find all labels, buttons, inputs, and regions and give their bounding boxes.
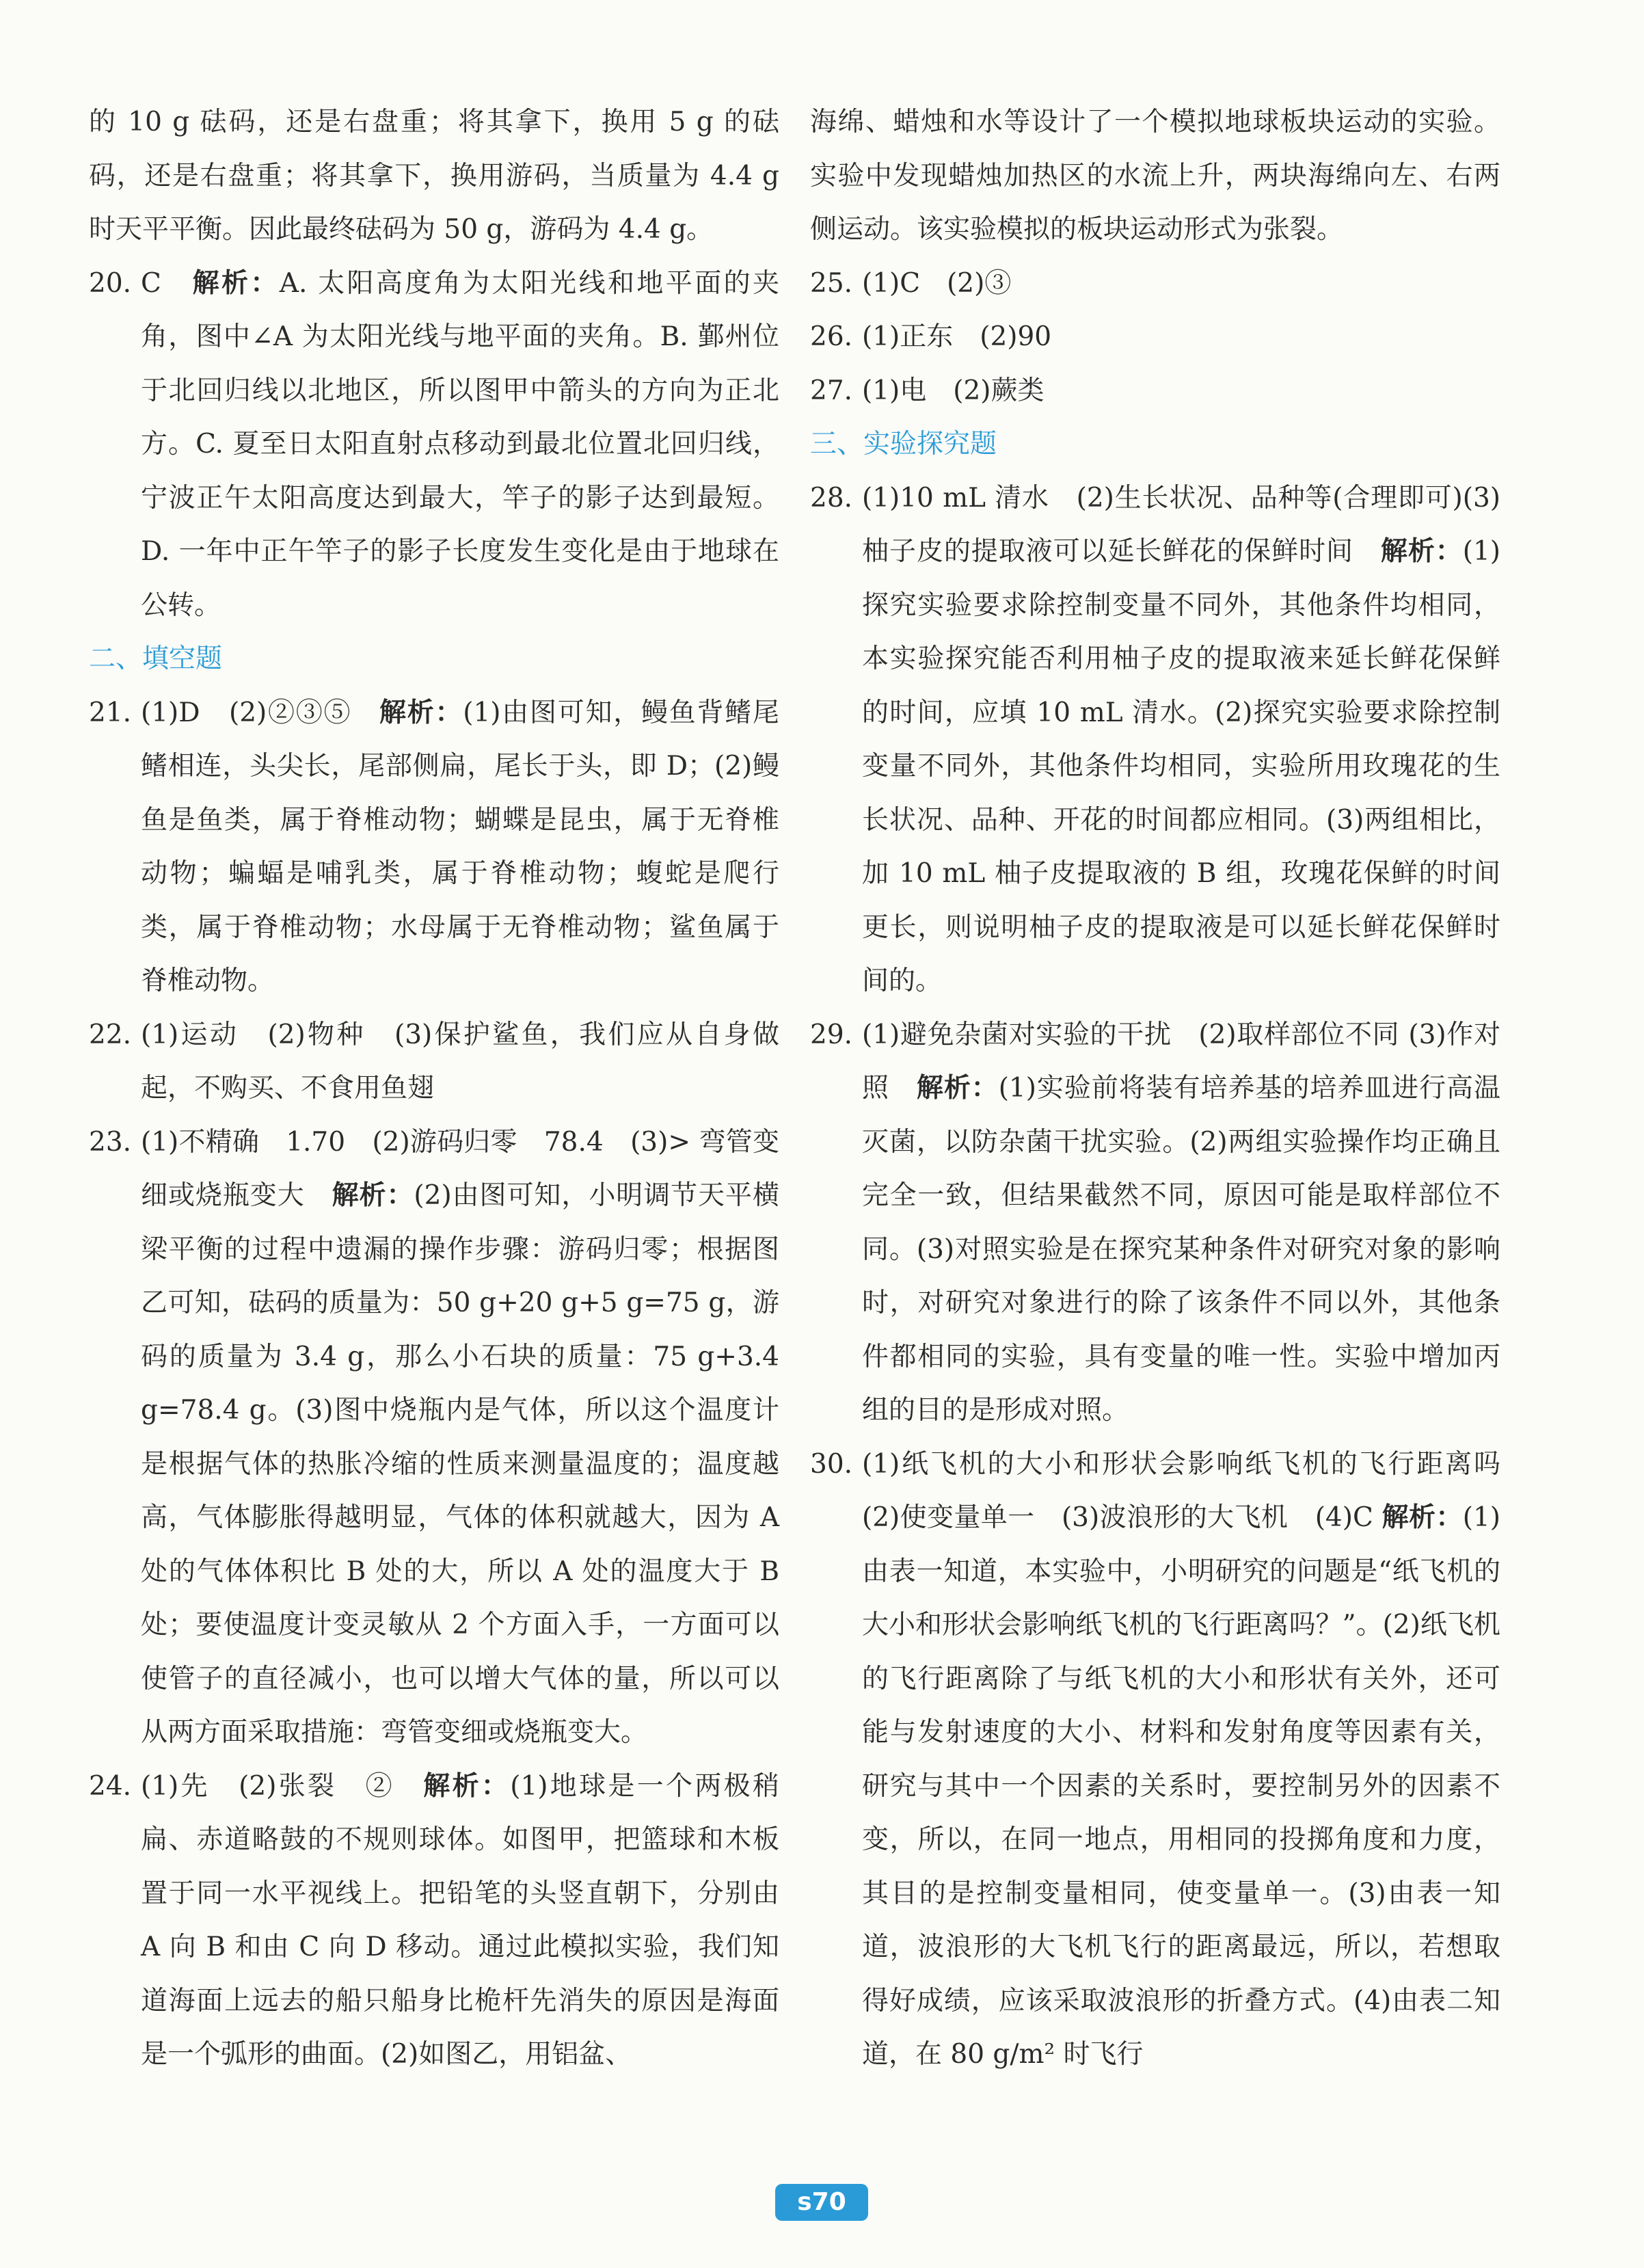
- analysis-text: (1)由表一知道，本实验中，小明研究的问题是“纸飞机的大小和形状会影响纸飞机的飞行距离吗？”。(2)纸飞机的飞行距离除了与纸飞机的大小和形状有关外，还可能与发射速度的大小、材料和发射角度等因素有关，研究与其中一个因素的关系时，要控制另外的因素不变，所以，在同一地点，用相同的投掷角度和力度，其目的是控制变量相同，使变量单一。(3)由表一知道，波浪形的大飞机飞行的距离最远，所以，若想取得好成绩，应该采取波浪形的折叠方式。(4)由表二知道，在 80 g/m² 时飞行: [862, 1502, 1500, 2070]
- question-number: 23.: [89, 1126, 132, 1158]
- analysis-text: A. 太阳高度角为太阳光线和地平面的夹角，图中∠A 为太阳光线与地平面的夹角。B. 鄞州位于北回归线以北地区，所以图甲中箭头的方向为正北方。C. 夏至日太阳直射点移动到最北位置北回归线，宁波正午太阳高度达到最大，竿子的影子达到最短。D. 一年中正午竿子的影子长度发生变化是由于地球在公转。: [141, 267, 779, 621]
- question-number: 27.: [810, 375, 853, 406]
- answer-text: (1)10 mL 清水 (2)生长状况、品种等(合理即可)(3)柚子皮的提取液可以延长鲜花的保鲜时间: [862, 482, 1500, 567]
- analysis-label: 解析：: [192, 267, 280, 299]
- analysis-text: (1)实验前将装有培养基的培养皿进行高温灭菌，以防杂菌干扰实验。(2)两组实验操作均正确且完全一致，但结果截然不同，原因可能是取样部位不同。(3)对照实验是在探究某种条件对研究对象的影响时，对研究对象进行的除了该条件不同以外，其他条件都相同的实验，具有变量的唯一性。实验中增加丙组的目的是形成对照。: [862, 1073, 1500, 1426]
- answer-text: (1)先 (2)张裂 ②: [141, 1770, 424, 1802]
- answer-item: [89, 686, 779, 1009]
- answer-item: [89, 1009, 779, 1116]
- answer-item: [89, 257, 779, 633]
- question-number: 24.: [89, 1770, 132, 1802]
- question-number: 20.: [89, 267, 132, 299]
- analysis-label: 解析：: [423, 1770, 511, 1802]
- analysis-label: 解析：: [379, 697, 463, 728]
- left-column: [89, 96, 779, 2082]
- answer-text: (1)运动 (2)物种 (3)保护鲨鱼，我们应从自身做起，不购买、不食用鱼翅: [141, 1019, 779, 1104]
- section-heading: 二、填空题: [89, 643, 223, 674]
- answer-item: [810, 310, 1500, 364]
- answer-item: [810, 1009, 1500, 1438]
- page-number-badge: s70: [775, 2184, 868, 2221]
- question-number: 28.: [810, 482, 853, 513]
- answer-text: (1)C (2)③: [862, 267, 1012, 299]
- analysis-text: (2)由图可知，小明调节天平横梁平衡的过程中遗漏的操作步骤：游码归零；根据图乙可知，砝码的质量为：50 g+20 g+5 g=75 g，游码的质量为 3.4 g，那么小石块的质量：75 g+3.4 g=78.4 g。(3)图中烧瓶内是气体，所以这个温度计是根据气体的热胀冷缩的性质来测量温度的；温度越高，气体膨胀得越明显，气体的体积就越大，因为 A 处的气体体积比 B 处的大，所以 A 处的温度大于 B 处；要使温度计变灵敏从 2 个方面入手，一方面可以使管子的直径减小，也可以增大气体的量，所以可以从两方面采取措施：弯管变细或烧瓶变大。: [141, 1180, 779, 1748]
- right-column: [810, 96, 1528, 2082]
- answer-text: (1)不精确 1.70 (2)游码归零 78.4 (3)> 弯管变细或烧瓶变大: [141, 1126, 779, 1211]
- question-number: 21.: [89, 697, 132, 728]
- question-number: 30.: [810, 1448, 853, 1480]
- analysis-text: (1)探究实验要求除控制变量不同外，其他条件均相同，本实验探究能否利用柚子皮的提取液来延长鲜花保鲜的时间，应填 10 mL 清水。(2)探究实验要求除控制变量不同外，其他条件均相同，实验所用玫瑰花的生长状况、品种、开花的时间都应相同。(3)两组相比，加 10 mL 柚子皮提取液的 B 组，玫瑰花保鲜的时间更长，则说明柚子皮的提取液是可以延长鲜花保鲜时间的。: [862, 536, 1500, 996]
- answer-item: [810, 472, 1500, 1009]
- continued-paragraph: 海绵、蜡烛和水等设计了一个模拟地球板块运动的实验。实验中发现蜡烛加热区的水流上升，两块海绵向左、右两侧运动。该实验模拟的板块运动形式为张裂。: [810, 107, 1500, 245]
- analysis-label: 解析：: [1380, 536, 1463, 567]
- answer-text: (1)D (2)②③⑤: [141, 697, 379, 728]
- answer-text: C: [141, 267, 193, 299]
- answer-text: (1)正东 (2)90: [862, 321, 1052, 352]
- question-number: 22.: [89, 1019, 132, 1050]
- analysis-text: (1)由图可知，鳗鱼背鳍尾鳍相连，头尖长，尾部侧扁，尾长于头，即 D；(2)鳗鱼是鱼类，属于脊椎动物；蝴蝶是昆虫，属于无脊椎动物；蝙蝠是哺乳类，属于脊椎动物；蝮蛇是爬行类，属于脊椎动物；水母属于无脊椎动物；鲨鱼属于脊椎动物。: [141, 697, 779, 996]
- answer-item: [810, 257, 1500, 311]
- question-number: 29.: [810, 1019, 853, 1050]
- answer-item: [89, 1760, 779, 2082]
- analysis-text: (1)地球是一个两极稍扁、赤道略鼓的不规则球体。如图甲，把篮球和木板置于同一水平视线上。把铅笔的头竖直朝下，分别由 A 向 B 和由 C 向 D 移动。通过此模拟实验，我们知道海面上远去的船只船身比桅杆先消失的原因是海面是一个弧形的曲面。(2)如图乙，用铝盆、: [141, 1770, 779, 2070]
- analysis-label: 解析：: [1382, 1502, 1463, 1533]
- answer-item: [810, 364, 1500, 418]
- answer-text: (1)纸飞机的大小和形状会影响纸飞机的飞行距离吗 (2)使变量单一 (3)波浪形的大飞机 (4)C: [862, 1448, 1528, 1533]
- answer-text: (1)电 (2)蕨类: [862, 375, 1045, 406]
- answer-item: [810, 1438, 1528, 2082]
- answer-item: [89, 1116, 779, 1760]
- question-number: 25.: [810, 267, 853, 299]
- analysis-label: 解析：: [332, 1180, 414, 1211]
- answer-text: (1)避免杂菌对实验的干扰 (2)取样部位不同 (3)作对照: [862, 1019, 1500, 1104]
- analysis-label: 解析：: [916, 1073, 999, 1104]
- section-heading: 三、实验探究题: [810, 429, 997, 459]
- question-number: 26.: [810, 321, 853, 352]
- continued-paragraph: 的 10 g 砝码，还是右盘重；将其拿下，换用 5 g 的砝码，还是右盘重；将其拿下，换用游码，当质量为 4.4 g 时天平平衡。因此最终砝码为 50 g，游码为 4.4 g。: [89, 107, 779, 245]
